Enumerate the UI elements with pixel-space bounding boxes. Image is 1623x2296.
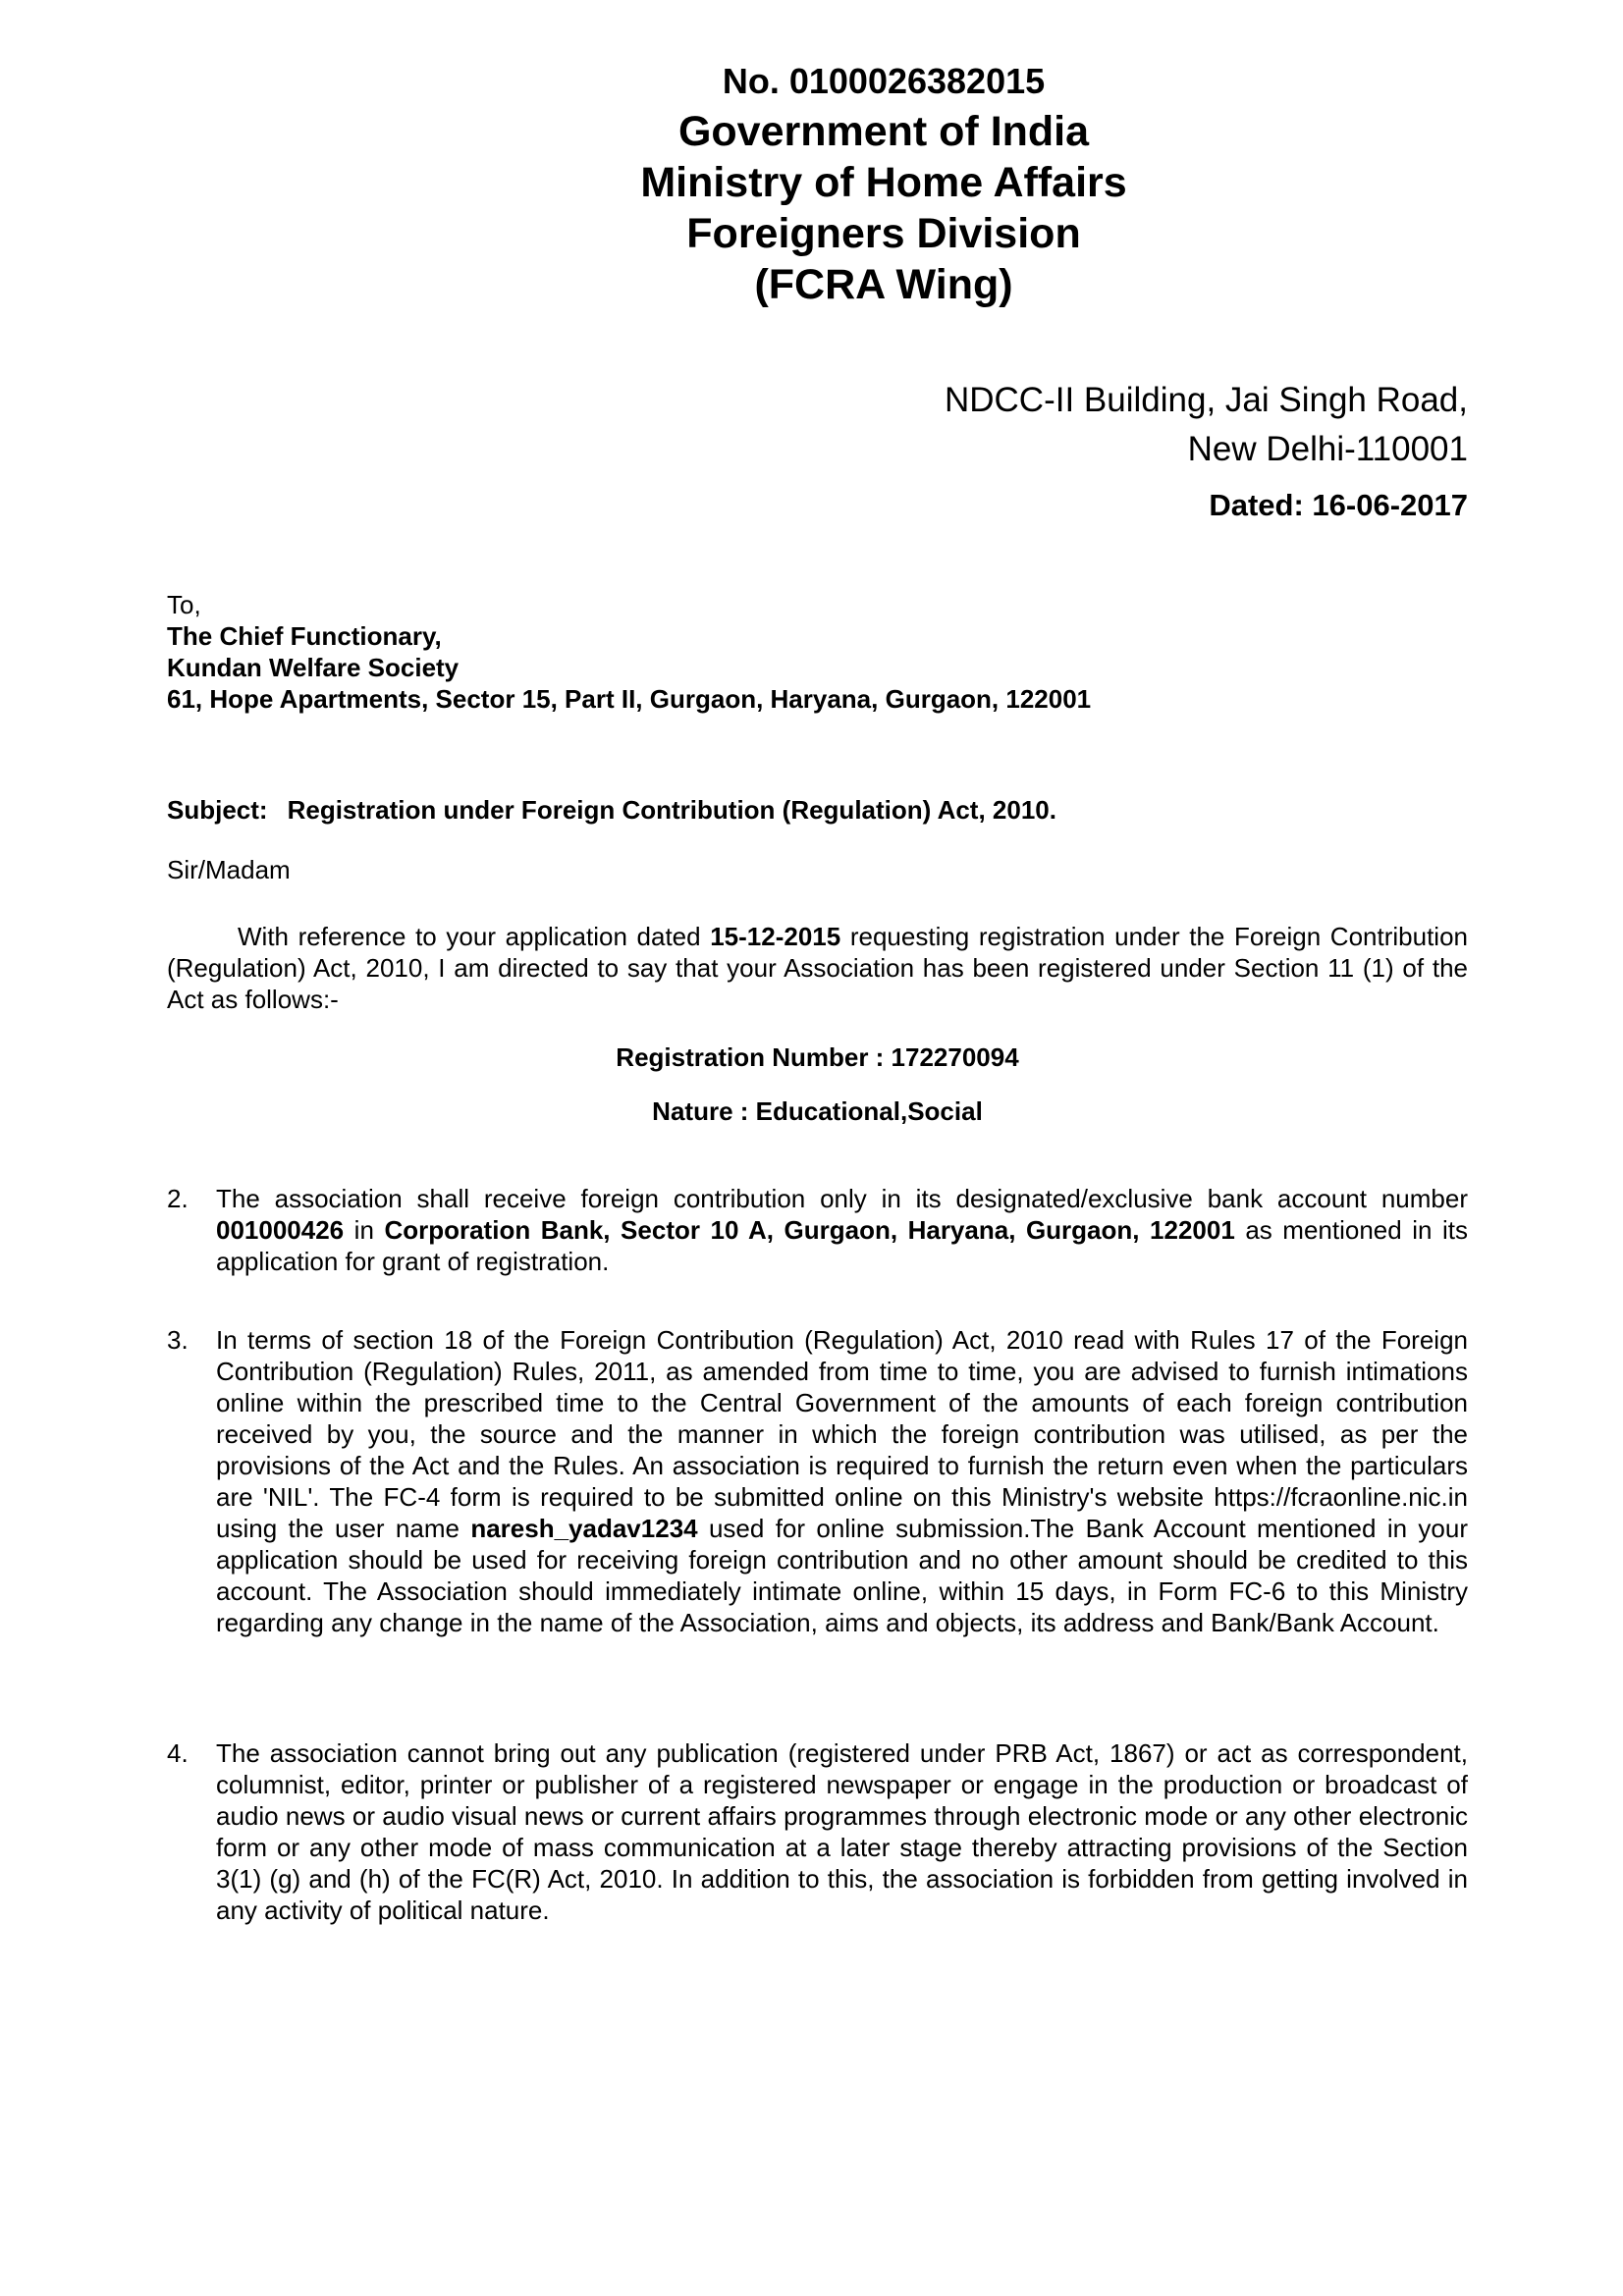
reference-number: No. 0100026382015 bbox=[722, 61, 1046, 101]
registration-number: Registration Number : 172270094 bbox=[616, 1042, 1019, 1072]
sender-address bbox=[781, 376, 1468, 527]
paragraph-number: 3. bbox=[167, 1325, 189, 1355]
subject-line bbox=[167, 794, 1468, 826]
paragraph-text: The association cannot bring out any publication (registered under PRB Act, 1867) or act as correspondent, columnist, editor, printer or publisher of a registered newspaper or engage in the production or broadcast of audio news or audio visual news or current affairs programmes through electronic mode or any other electronic form or any other mode of mass communication at a later stage thereby attracting provisions of the Section 3(1) (g) and (h) of the FC(R) Act, 2010. In addition to this, the association is forbidden from getting involved in any activity of political nature. bbox=[216, 1738, 1468, 1925]
fcra-username: naresh_yadav1234 bbox=[470, 1514, 698, 1543]
org-line-government: Government of India bbox=[677, 108, 1090, 155]
paragraph-text bbox=[216, 1183, 1468, 1277]
bank-account-number: 001000426 bbox=[216, 1215, 345, 1245]
recipient-block bbox=[167, 589, 1468, 715]
para2-intro: The association shall receive foreign contribution only in its designated/exclusive bank account number bbox=[216, 1184, 1468, 1213]
paragraph-1 bbox=[167, 921, 1468, 1015]
recipient-title: The Chief Functionary, bbox=[167, 621, 442, 651]
subject-label: Subject: bbox=[167, 795, 268, 825]
letter-date: Dated: 16-06-2017 bbox=[1209, 488, 1468, 522]
para1-intro: With reference to your application dated bbox=[238, 922, 711, 951]
address-line-2: New Delhi-110001 bbox=[1187, 430, 1468, 468]
to-label: To, bbox=[167, 590, 201, 619]
org-line-wing: (FCRA Wing) bbox=[754, 261, 1013, 308]
org-line-division: Foreigners Division bbox=[686, 210, 1081, 257]
paragraph-number: 4. bbox=[167, 1738, 189, 1768]
para3-rest: used for online submission.The Bank Account mentioned in your application should be used for receiving foreign contribution and no other amount should be credited to this account. The Association should immediately intimate online, within 15 days, in Form FC-6 to this Ministry regarding any change in the name of the Association, aims and objects, its address and Bank/Bank Account. bbox=[216, 1514, 1468, 1637]
paragraph-number: 2. bbox=[167, 1184, 189, 1213]
org-line-ministry: Ministry of Home Affairs bbox=[640, 159, 1127, 206]
paragraph-4 bbox=[167, 1737, 1468, 1926]
bank-name: Corporation Bank, Sector 10 A, Gurgaon, Haryana, Gurgaon, 122001 bbox=[384, 1215, 1235, 1245]
recipient-organization: Kundan Welfare Society bbox=[167, 653, 460, 682]
para2-mid: in bbox=[344, 1215, 385, 1245]
letter-header bbox=[550, 57, 1217, 310]
paragraph-2 bbox=[167, 1183, 1468, 1277]
paragraph-text bbox=[216, 1324, 1468, 1638]
application-date: 15-12-2015 bbox=[710, 922, 841, 951]
para3-intro: In terms of section 18 of the Foreign Contribution (Regulation) Act, 2010 read with Rules 17 of the Foreign Contribution (Regulation) Rules, 2011, as amended from time to time, you are advised to furnish intimations online within the prescribed time to the Central Government of the amounts of each foreign contribution received by you, the source and the manner in which the foreign contribution was utilised, as per the provisions of the Act and the Rules. An association is required to furnish the return even when the particulars are 'NIL'. The FC-4 form is required to be submitted online on this Ministry's website https://fcraonline.nic.in using the user name bbox=[216, 1325, 1468, 1543]
para1-rest: requesting registration under the Foreign Contribution (Regulation) Act, 2010, I am directed to say that your Association has been registered under Section 11 (1) of the Act as follows:- bbox=[167, 922, 1468, 1014]
salutation: Sir/Madam bbox=[167, 855, 291, 884]
para2-rest: as mentioned in its application for grant of registration. bbox=[216, 1215, 1469, 1276]
recipient-address: 61, Hope Apartments, Sector 15, Part II, Gurgaon, Haryana, Gurgaon, 122001 bbox=[167, 684, 1092, 714]
subject-text: Registration under Foreign Contribution (Regulation) Act, 2010. bbox=[287, 795, 1056, 825]
address-line-1: NDCC-II Building, Jai Singh Road, bbox=[944, 381, 1468, 419]
registration-nature: Nature : Educational,Social bbox=[652, 1096, 983, 1126]
paragraph-3 bbox=[167, 1324, 1468, 1638]
